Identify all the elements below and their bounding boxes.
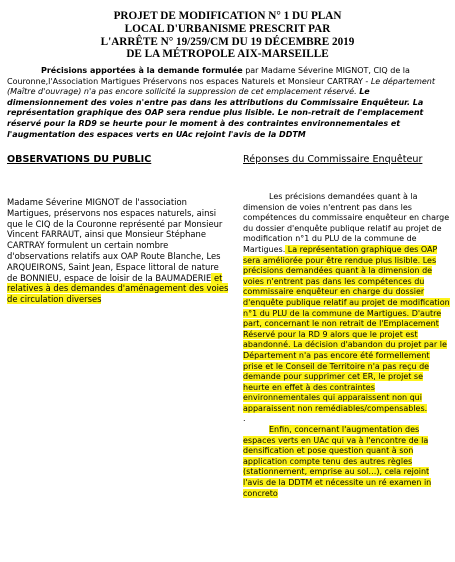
title-line-2: LOCAL D'URBANISME PRESCRIT PAR <box>124 22 331 35</box>
commissioner-responses-text <box>243 192 451 499</box>
response-highlight-1: La représentation graphique des OAP sera améliorée pour être rendue plus lisible. Les précisions demandées quant à la dimension de voies n'entrent pas dans les compétences du commissaire enquêteur en charge du dossier d'enquête publique relatif au projet de modification n°1 du PLU de la commune de Martigues. D'autre part, concernant le non retrait de l'Emplacement Réservé pour la RD 9 alors que le projet est abandonné. La décision d'abandon du projet par le Département n'a pas encore été formellement prise et le Conseil de Territoire n'a pas reçu de demande pour supprimer cet ER, le projet se heurte en effet à des contraintes environnementales qui apparaissent non qui apparaissent non remédiables/compensables. <box>243 244 450 413</box>
intro-lead-rest: par Madame Séverine MIGNOT, CIQ de la Couronne, <box>7 66 410 86</box>
intro-lead: Précisions apportées à la demande formulée <box>41 66 243 75</box>
observation-highlight: et relatives à des demandes d'aménagement des voies de circulation diverses <box>7 272 229 305</box>
response-highlight-2: Enfin, concernant l'augmentation des espaces verts en UAc qui va à l'encontre de la densification et pose question quant à son application compte tenu des autres règles (stationnement, emprise au sol…), cela rejoint l'avis de la DDTM et nécessite un ré examen in concreto <box>243 425 432 498</box>
public-observations-heading: OBSERVATIONS DU PUBLIC <box>7 154 152 165</box>
public-observations-text <box>7 197 229 305</box>
observation-text: Madame Séverine MIGNOT de l'association Martigues, préservons nos espaces naturels, ainsi que le CIQ de la Couronne représenté par Monsieur Vincent FARRAUT, ainsi que Monsieur Stéphane CARTRAY formulent un certain nombre d'observations relatifs aux OAP Route Blanche, Les ARQUEIRONS, Saint Jean, Espace littoral de nature de BONNIEU, espace de loisir de la BAUMADERIE <box>7 197 223 283</box>
title-line-3: L'ARRÊTE N° 19/259/CM DU 19 DÉCEMBRE 2019 <box>100 35 355 48</box>
intro-paragraph <box>7 66 451 140</box>
response-separator: . <box>243 414 246 424</box>
document-title <box>60 10 395 61</box>
intro-italic: Le département (Maître d'ouvrage) n'a pas encore sollicité la suppression de cet emplacement réservé. <box>7 76 435 97</box>
title-line-4: DE LA MÉTROPOLE AIX-MARSEILLE <box>126 48 329 61</box>
intro-line-2: l'Association Martigues Préservons nos espaces Naturels et Monsieur CARTRAY - <box>48 76 371 86</box>
commissioner-responses-heading: Réponses du Commissaire Enquêteur <box>243 154 423 165</box>
response-paragraph-1: Les précisions demandées quant à la dimension de voies n'entrent pas dans les compétences du commissaire enquêteur en charge du dossier d'enquête publique relatif au projet de modification n°1 du PLU de la commune de Martigues. <box>243 192 450 254</box>
intro-bold-italic: Le dimensionnement des voies n'entre pas dans les attributions du Commissaire Enquêteur. La représentation graphique des OAP sera rendue plus lisible. Le non-retrait de l'emplacement réservé pour la RD9 se heurte pour le moment à des contraintes environnementales et l'augmentation des espaces verts en UAc rejoint l'avis de la DDTM <box>7 87 424 139</box>
title-line-1: PROJET DE MODIFICATION N° 1 DU PLAN <box>113 10 342 22</box>
